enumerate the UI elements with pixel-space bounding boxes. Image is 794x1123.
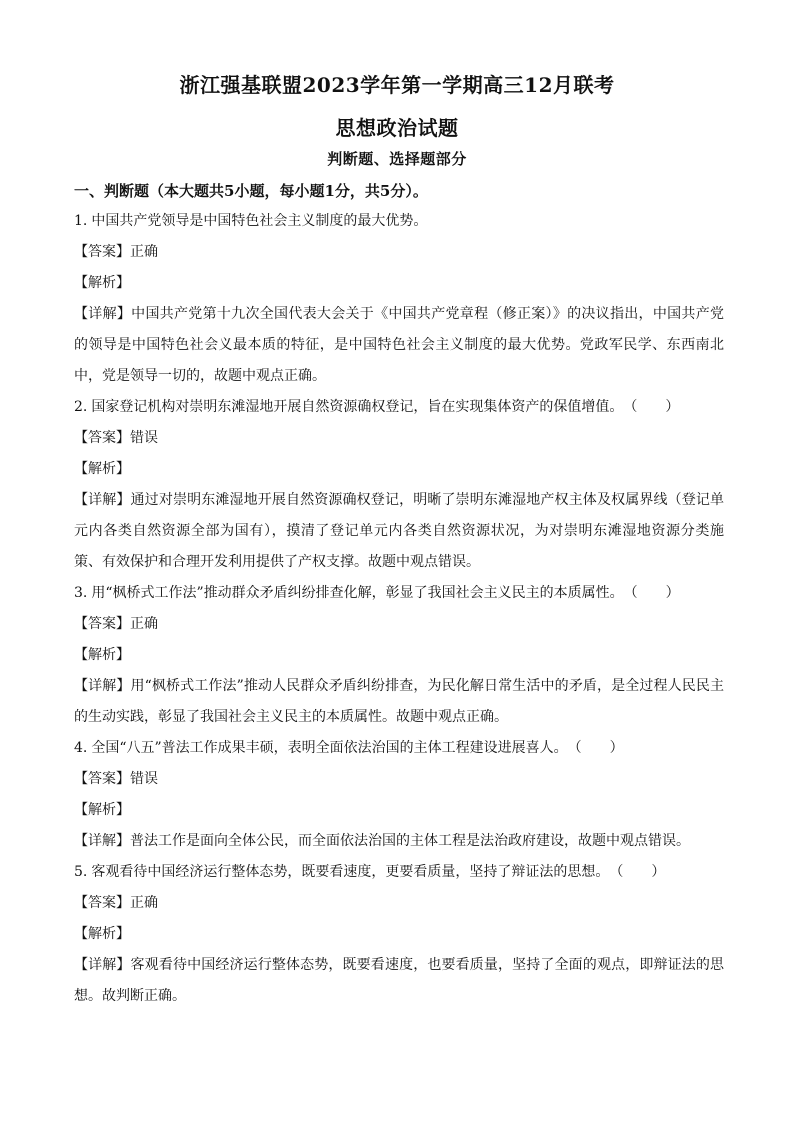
question-number: 4. [74,740,88,756]
question-number: 2. [74,399,88,415]
question-4 [74,733,724,764]
question-text: 用“枫桥式工作法”推动群众矛盾纠纷排查化解，彰显了我国社会主义民主的本质属性。 [91,585,624,601]
detail-text: 中国共产党第十九次全国代表大会关于《中国共产党章程（修正案）》的决议指出，中国共产党的领导是中国特色社会义最本质的特征，是中国特色社会主义制度的最大优势。党政军民学、东西南北中，党是领导一切的，故题中观点正确。 [74,306,724,384]
detail-3 [74,671,724,733]
detail-label: 【详解】 [74,957,131,973]
question-5 [74,857,724,888]
questions-content [74,206,724,1012]
answer-value: 错误 [130,430,158,446]
question-number: 1. [74,213,88,229]
question-text: 国家登记机构对崇明东滩湿地开展自然资源确权登记，旨在实现集体资产的保值增值。 [91,399,624,415]
detail-5 [74,950,724,1012]
answer-value: 正确 [130,244,158,260]
detail-2 [74,485,724,578]
detail-text: 通过对崇明东滩湿地开展自然资源确权登记，明晰了崇明东滩湿地产权主体及权属界线（登记单元内各类自然资源全部为国有），摸清了登记单元内各类自然资源状况，为对崇明东滩湿地资源分类施策、有效保护和合理开发利用提供了产权支撑。故题中观点错误。 [74,492,725,570]
answer-line-5 [74,888,724,919]
question-1 [74,206,724,237]
question-text: 客观看待中国经济运行整体态势，既要看速度，更要看质量，坚持了辩证法的思想。 [91,864,610,880]
answer-label: 【答案】 [74,244,130,260]
answer-label: 【答案】 [74,430,130,446]
answer-label: 【答案】 [74,616,130,632]
detail-text: 用“枫桥式工作法”推动人民群众矛盾纠纷排查，为民化解日常生活中的矛盾，是全过程人民民主的生动实践，彰显了我国社会主义民主的本质属性。故题中观点正确。 [74,678,725,725]
answer-line-1 [74,237,724,268]
analysis-label-2: 【解析】 [74,461,130,477]
answer-blank: （ ） [623,399,680,415]
answer-value: 正确 [130,616,158,632]
question-text: 中国共产党领导是中国特色社会主义制度的最大优势。 [91,213,428,229]
answer-line-2 [74,423,724,454]
question-number: 5. [74,864,88,880]
answer-value: 错误 [130,771,158,787]
question-3 [74,578,724,609]
detail-text: 客观看待中国经济运行整体态势，既要看速度，也要看质量，坚持了全面的观点，即辩证法的思想。故判断正确。 [74,957,725,1004]
section-title: 一、判断题（本大题共5小题，每小题1分，共5分）。 [74,182,428,200]
detail-4 [74,826,724,857]
analysis-label-1: 【解析】 [74,275,130,291]
question-text: 全国“八五”普法工作成果丰硕，表明全面依法治国的主体工程建设进展喜人。 [91,740,568,756]
answer-blank: （ ） [609,864,666,880]
analysis-label-5: 【解析】 [74,926,130,942]
answer-line-4 [74,764,724,795]
exam-subject: 思想政治试题 [335,116,459,140]
answer-label: 【答案】 [74,895,130,911]
analysis-label-4: 【解析】 [74,802,130,818]
exam-part: 判断题、选择题部分 [327,150,467,168]
question-number: 3. [74,585,88,601]
detail-label: 【详解】 [74,678,131,694]
question-2 [74,392,724,423]
detail-text: 普法工作是面向全体公民，而全面依法治国的主体工程是法治政府建设，故题中观点错误。 [130,833,690,849]
detail-label: 【详解】 [74,306,132,322]
exam-title: 浙江强基联盟2023学年第一学期高三12月联考 [179,73,615,97]
answer-blank: （ ） [567,740,624,756]
detail-label: 【详解】 [74,833,130,849]
answer-line-3 [74,609,724,640]
answer-value: 正确 [130,895,158,911]
detail-1 [74,299,724,392]
answer-blank: （ ） [623,585,680,601]
answer-label: 【答案】 [74,771,130,787]
analysis-label-3: 【解析】 [74,647,130,663]
detail-label: 【详解】 [74,492,131,508]
